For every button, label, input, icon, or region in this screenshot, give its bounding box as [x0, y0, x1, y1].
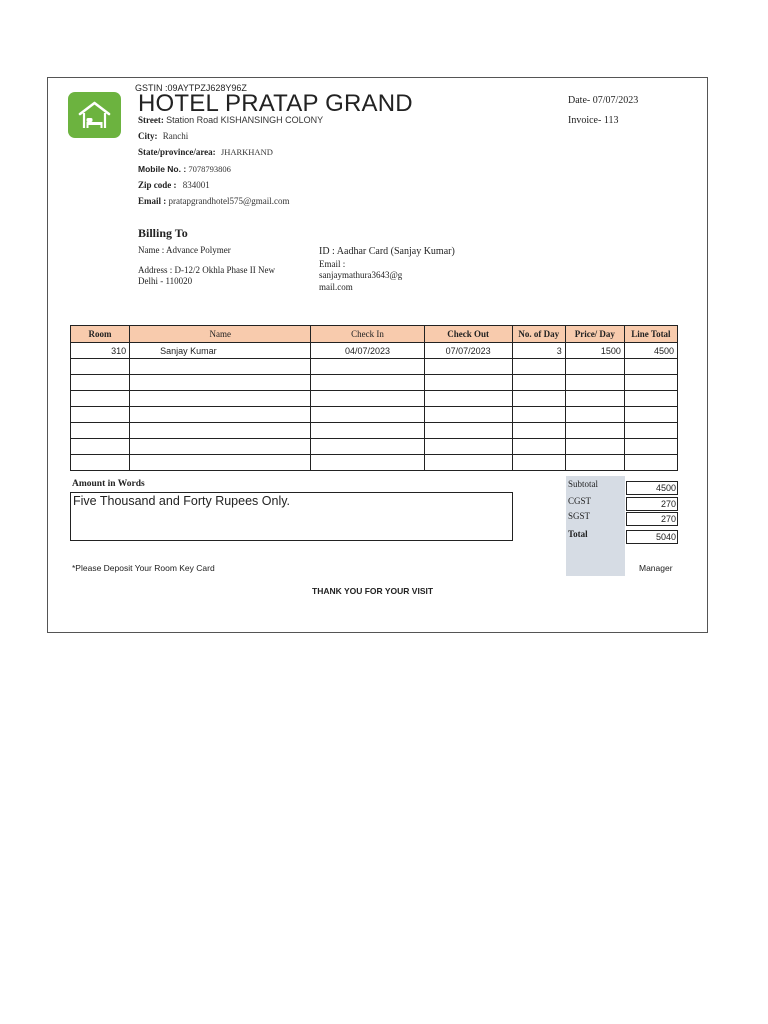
- cell: [71, 455, 130, 471]
- cell: [512, 391, 565, 407]
- cell-days: 3: [512, 343, 565, 359]
- table-row: [71, 407, 678, 423]
- cell: [311, 439, 424, 455]
- billing-id: ID : Aadhar Card (Sanjay Kumar): [319, 246, 455, 257]
- billing-name: Name : Advance Polymer: [138, 245, 231, 255]
- table-row: [71, 359, 678, 375]
- hotel-bed-icon: [68, 92, 121, 138]
- cell: [71, 407, 130, 423]
- city-row: [138, 131, 188, 141]
- items-table: [70, 325, 678, 471]
- col-header-room: Room: [71, 326, 130, 343]
- table-row: [71, 375, 678, 391]
- mobile-label: Mobile No. :: [138, 164, 187, 174]
- sgst-value: 270: [626, 512, 678, 526]
- zip-row: [138, 180, 210, 190]
- cell: [130, 359, 311, 375]
- cell: [130, 375, 311, 391]
- cell: [512, 439, 565, 455]
- sgst-label: SGST: [568, 511, 591, 521]
- billing-email-label: Email :: [319, 259, 346, 269]
- hotel-name: HOTEL PRATAP GRAND: [138, 90, 413, 117]
- cell: [130, 391, 311, 407]
- email-label: Email :: [138, 196, 167, 206]
- manager-label: Manager: [639, 563, 673, 573]
- invoice-date: Date- 07/07/2023: [568, 95, 639, 106]
- col-header-line-total: Line Total: [624, 326, 677, 343]
- cell: [624, 375, 677, 391]
- cell-price: 1500: [565, 343, 624, 359]
- state-label: State/province/area:: [138, 147, 216, 157]
- cell: [71, 375, 130, 391]
- table-row: [71, 423, 678, 439]
- cgst-value: 270: [626, 497, 678, 511]
- street-value: Station Road KISHANSINGH COLONY: [166, 115, 324, 125]
- cell: [311, 407, 424, 423]
- cell: [311, 423, 424, 439]
- state-row: [138, 147, 273, 157]
- amount-words-text: Five Thousand and Forty Rupees Only.: [73, 494, 291, 508]
- cell: [71, 423, 130, 439]
- total-row: [566, 527, 679, 542]
- zip-value: 834001: [182, 180, 210, 190]
- cell: [424, 407, 512, 423]
- col-header-days: No. of Day: [512, 326, 565, 343]
- cell: [512, 423, 565, 439]
- zip-label: Zip code :: [138, 180, 177, 190]
- state-value: JHARKHAND: [220, 147, 273, 157]
- email-row: [138, 196, 290, 206]
- billing-address-line2: Delhi - 110020: [138, 276, 193, 286]
- cell-check-in: 04/07/2023: [311, 343, 424, 359]
- cell-check-out: 07/07/2023: [424, 343, 512, 359]
- city-value: Ranchi: [162, 131, 189, 141]
- col-header-check-in: Check In: [311, 326, 424, 343]
- billing-email-line1: sanjaymathura3643@g: [319, 270, 403, 280]
- cell: [130, 407, 311, 423]
- subtotal-value: 4500: [626, 481, 678, 495]
- invoice-sheet: [47, 77, 708, 633]
- cell: [512, 407, 565, 423]
- cell: [424, 375, 512, 391]
- sgst-row: [566, 509, 679, 524]
- table-row: [71, 455, 678, 471]
- thank-you-message: THANK YOU FOR YOUR VISIT: [312, 586, 434, 596]
- cell: [624, 439, 677, 455]
- table-header-row: [71, 326, 678, 343]
- cell: [565, 439, 624, 455]
- cell: [71, 359, 130, 375]
- street-row: [138, 115, 323, 125]
- key-card-note: *Please Deposit Your Room Key Card: [72, 563, 215, 573]
- col-header-price: Price/ Day: [565, 326, 624, 343]
- email-value: pratapgrandhotel575@gmail.com: [168, 196, 290, 206]
- city-label: City:: [138, 131, 158, 141]
- cell: [130, 423, 311, 439]
- cell: [424, 423, 512, 439]
- cell: [130, 455, 311, 471]
- cell: [624, 407, 677, 423]
- cell: [424, 455, 512, 471]
- cell: [71, 439, 130, 455]
- cgst-row: [566, 494, 679, 509]
- billing-heading: Billing To: [138, 226, 188, 240]
- cell: [71, 391, 130, 407]
- amount-words-box: [70, 492, 513, 541]
- cell: [424, 359, 512, 375]
- mobile-row: [138, 164, 231, 174]
- cell: [624, 391, 677, 407]
- total-label: Total: [568, 529, 588, 539]
- cell-room: 310: [71, 343, 130, 359]
- table-row: [71, 343, 678, 359]
- cell: [311, 391, 424, 407]
- cell: [130, 439, 311, 455]
- cell: [311, 455, 424, 471]
- col-header-name: Name: [130, 326, 311, 343]
- billing-email-line2: mail.com: [319, 282, 353, 292]
- subtotal-row: [566, 478, 679, 493]
- cell: [565, 455, 624, 471]
- cell-line-total: 4500: [624, 343, 677, 359]
- street-label: Street:: [138, 115, 164, 125]
- billing-address-line1: Address : D-12/2 Okhla Phase II New: [138, 265, 275, 275]
- table-row: [71, 391, 678, 407]
- cell: [311, 359, 424, 375]
- cell: [512, 455, 565, 471]
- total-value: 5040: [626, 530, 678, 544]
- gstin: GSTIN :09AYTPZJ628Y96Z: [135, 83, 247, 93]
- cell: [624, 359, 677, 375]
- invoice-number: Invoice- 113: [568, 115, 619, 126]
- cell: [424, 439, 512, 455]
- cgst-label: CGST: [568, 496, 592, 506]
- cell: [565, 391, 624, 407]
- cell: [512, 375, 565, 391]
- cell: [311, 375, 424, 391]
- cell: [565, 375, 624, 391]
- cell: [565, 423, 624, 439]
- cell: [424, 391, 512, 407]
- cell-name: Sanjay Kumar: [130, 343, 311, 359]
- cell: [624, 455, 677, 471]
- cell: [565, 359, 624, 375]
- mobile-value: 7078793806: [188, 164, 231, 174]
- col-header-check-out: Check Out: [424, 326, 512, 343]
- subtotal-label: Subtotal: [568, 479, 599, 489]
- amount-words-label: Amount in Words: [72, 479, 145, 489]
- cell: [565, 407, 624, 423]
- table-row: [71, 439, 678, 455]
- cell: [512, 359, 565, 375]
- cell: [624, 423, 677, 439]
